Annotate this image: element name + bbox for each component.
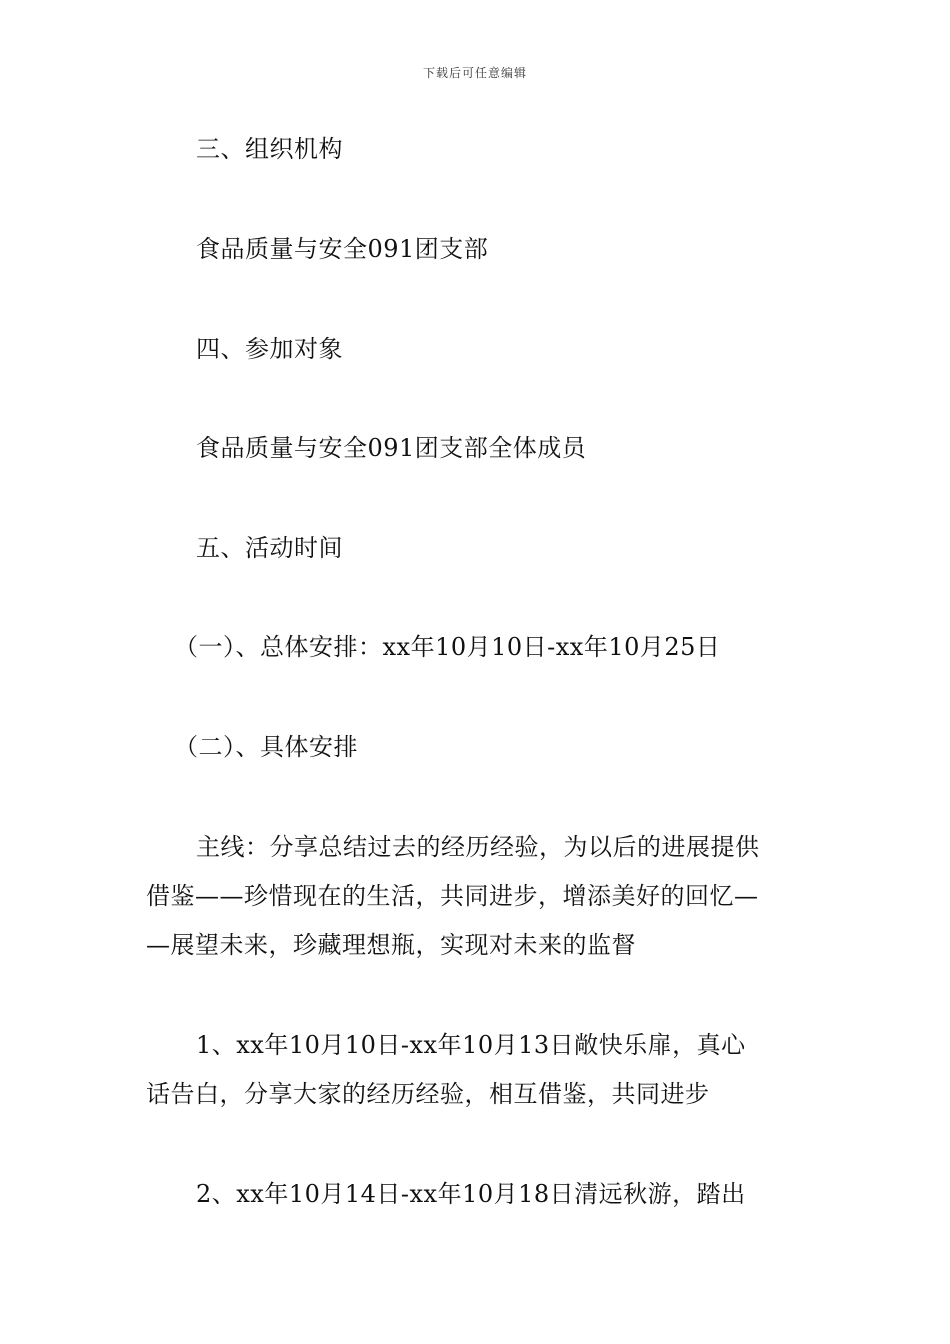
paragraph-participants: 食品质量与安全091团支部全体成员 — [196, 434, 587, 462]
section-heading-participants: 四、参加对象 — [196, 335, 343, 363]
subsection-detailed-schedule: （二）、具体安排 — [174, 733, 358, 761]
paragraph-mainline-line-1: 主线：分享总结过去的经历经验，为以后的进展提供 — [196, 833, 760, 861]
list-item-1-line-2: 话告白，分享大家的经历经验，相互借鉴，共同进步 — [146, 1080, 710, 1108]
subsection-overall-schedule: （一）、总体安排：xx年10月10日-xx年10月25日 — [174, 633, 721, 661]
list-item-2-line-1: 2、xx年10月14日-xx年10月18日清远秋游，踏出 — [196, 1180, 746, 1208]
paragraph-organization: 食品质量与安全091团支部 — [196, 235, 489, 263]
list-item-1-line-1: 1、xx年10月10日-xx年10月13日敞快乐扉，真心 — [196, 1031, 746, 1059]
section-heading-organization: 三、组织机构 — [196, 135, 343, 163]
section-heading-time: 五、活动时间 — [196, 534, 343, 562]
header-note: 下载后可任意编辑 — [422, 66, 527, 80]
paragraph-mainline-line-3: —展望未来，珍藏理想瓶，实现对未来的监督 — [146, 931, 636, 959]
paragraph-mainline-line-2: 借鉴——珍惜现在的生活，共同进步，增添美好的回忆— — [146, 882, 759, 910]
